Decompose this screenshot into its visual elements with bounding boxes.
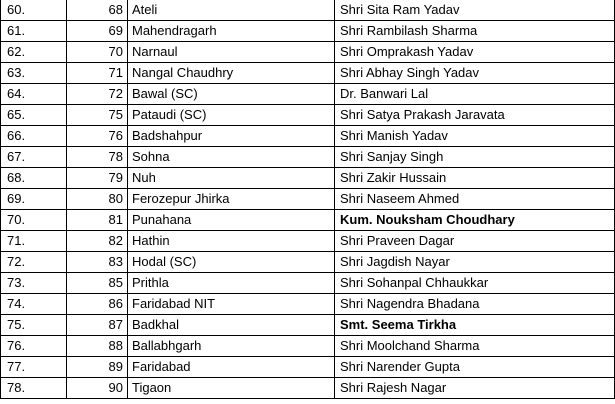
constituency-name-cell: Ballabhgarh: [128, 336, 335, 357]
serial-number-cell: 77.: [1, 357, 67, 378]
constituency-name-cell: Mahendragarh: [128, 21, 335, 42]
constituency-number-cell: 76: [67, 126, 128, 147]
constituency-number-cell: 80: [67, 189, 128, 210]
constituency-number-cell: 88: [67, 336, 128, 357]
table-row: [1, 336, 615, 357]
serial-number-cell: 70.: [1, 210, 67, 231]
constituency-number-cell: 82: [67, 231, 128, 252]
candidate-name-cell: Shri Rajesh Nagar: [335, 378, 615, 399]
constituency-name-cell: Sohna: [128, 147, 335, 168]
constituency-number-cell: 85: [67, 273, 128, 294]
constituency-name-cell: Prithla: [128, 273, 335, 294]
candidate-name-cell: Shri Moolchand Sharma: [335, 336, 615, 357]
table-row: [1, 105, 615, 126]
table-row: [1, 147, 615, 168]
candidate-name-cell: Shri Rambilash Sharma: [335, 21, 615, 42]
constituency-number-cell: 68: [67, 0, 128, 21]
table-row: [1, 252, 615, 273]
candidate-name-cell: Shri Praveen Dagar: [335, 231, 615, 252]
candidate-name-cell: Shri Sanjay Singh: [335, 147, 615, 168]
table-row: [1, 189, 615, 210]
candidate-name-cell: Dr. Banwari Lal: [335, 84, 615, 105]
constituency-name-cell: Nangal Chaudhry: [128, 63, 335, 84]
constituency-number-cell: 70: [67, 42, 128, 63]
candidate-name-cell: Shri Satya Prakash Jaravata: [335, 105, 615, 126]
serial-number-cell: 62.: [1, 42, 67, 63]
candidate-name-cell: Shri Omprakash Yadav: [335, 42, 615, 63]
serial-number-cell: 72.: [1, 252, 67, 273]
table-row: [1, 0, 615, 21]
candidate-name-cell: Shri Jagdish Nayar: [335, 252, 615, 273]
serial-number-cell: 63.: [1, 63, 67, 84]
table-row: [1, 210, 615, 231]
serial-number-cell: 73.: [1, 273, 67, 294]
table-row: [1, 63, 615, 84]
serial-number-cell: 67.: [1, 147, 67, 168]
table-row: [1, 315, 615, 336]
candidate-name-cell: Shri Manish Yadav: [335, 126, 615, 147]
candidate-name-cell: Shri Naseem Ahmed: [335, 189, 615, 210]
serial-number-cell: 75.: [1, 315, 67, 336]
serial-number-cell: 74.: [1, 294, 67, 315]
constituency-number-cell: 71: [67, 63, 128, 84]
serial-number-cell: 61.: [1, 21, 67, 42]
constituency-name-cell: Narnaul: [128, 42, 335, 63]
serial-number-cell: 68.: [1, 168, 67, 189]
table-row: [1, 294, 615, 315]
constituency-number-cell: 89: [67, 357, 128, 378]
constituency-name-cell: Hodal (SC): [128, 252, 335, 273]
serial-number-cell: 71.: [1, 231, 67, 252]
constituency-name-cell: Nuh: [128, 168, 335, 189]
candidate-name-cell: Shri Abhay Singh Yadav: [335, 63, 615, 84]
table-row: [1, 42, 615, 63]
constituency-number-cell: 90: [67, 378, 128, 399]
candidate-name-cell: Smt. Seema Tirkha: [335, 315, 615, 336]
constituency-number-cell: 86: [67, 294, 128, 315]
constituency-name-cell: Hathin: [128, 231, 335, 252]
constituency-name-cell: Faridabad NIT: [128, 294, 335, 315]
candidate-name-cell: Shri Sohanpal Chhaukkar: [335, 273, 615, 294]
constituency-name-cell: Faridabad: [128, 357, 335, 378]
table-row: [1, 21, 615, 42]
constituency-number-cell: 87: [67, 315, 128, 336]
constituency-name-cell: Ferozepur Jhirka: [128, 189, 335, 210]
constituency-number-cell: 75: [67, 105, 128, 126]
constituency-name-cell: Bawal (SC): [128, 84, 335, 105]
table-row: [1, 357, 615, 378]
candidate-name-cell: Shri Nagendra Bhadana: [335, 294, 615, 315]
table-row: [1, 126, 615, 147]
serial-number-cell: 65.: [1, 105, 67, 126]
table-row: [1, 378, 615, 399]
constituency-name-cell: Badshahpur: [128, 126, 335, 147]
constituency-name-cell: Punahana: [128, 210, 335, 231]
constituency-name-cell: Badkhal: [128, 315, 335, 336]
constituency-number-cell: 81: [67, 210, 128, 231]
candidate-name-cell: Kum. Nouksham Choudhary: [335, 210, 615, 231]
table-row: [1, 273, 615, 294]
serial-number-cell: 78.: [1, 378, 67, 399]
table-row: [1, 231, 615, 252]
constituency-name-cell: Ateli: [128, 0, 335, 21]
serial-number-cell: 60.: [1, 0, 67, 21]
constituency-name-cell: Pataudi (SC): [128, 105, 335, 126]
constituency-name-cell: Tigaon: [128, 378, 335, 399]
serial-number-cell: 64.: [1, 84, 67, 105]
serial-number-cell: 69.: [1, 189, 67, 210]
constituency-number-cell: 72: [67, 84, 128, 105]
constituency-number-cell: 69: [67, 21, 128, 42]
candidate-name-cell: Shri Zakir Hussain: [335, 168, 615, 189]
serial-number-cell: 66.: [1, 126, 67, 147]
candidate-name-cell: Shri Sita Ram Yadav: [335, 0, 615, 21]
constituency-number-cell: 79: [67, 168, 128, 189]
constituency-number-cell: 83: [67, 252, 128, 273]
table-row: [1, 84, 615, 105]
table-row: [1, 168, 615, 189]
candidate-name-cell: Shri Narender Gupta: [335, 357, 615, 378]
constituency-number-cell: 78: [67, 147, 128, 168]
serial-number-cell: 76.: [1, 336, 67, 357]
table-body: [1, 0, 615, 399]
